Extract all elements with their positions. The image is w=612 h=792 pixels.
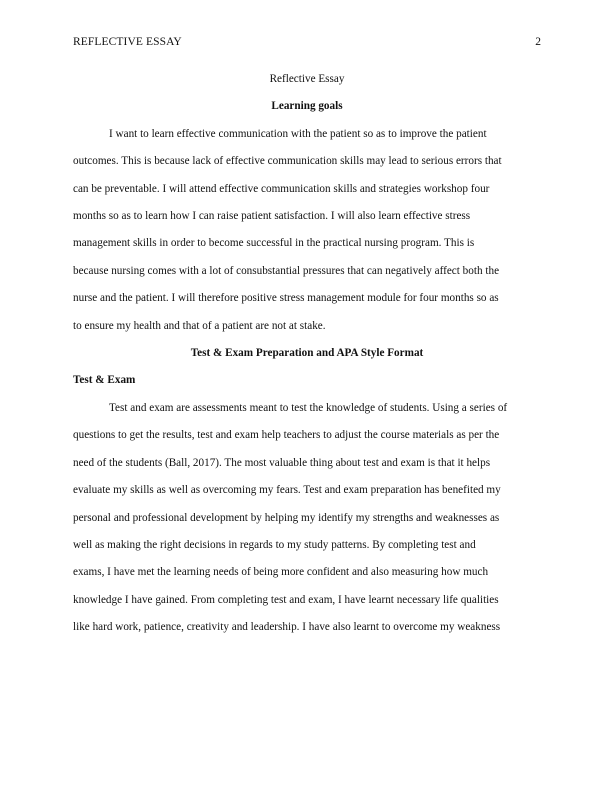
paragraph-line: Test and exam are assessments meant to test the knowledge of students. Using a series of bbox=[109, 401, 508, 414]
paragraph-line: because nursing comes with a lot of consubstantial pressures that can negatively affect both the bbox=[73, 264, 500, 277]
paragraph-line: questions to get the results, test and exam help teachers to adjust the course materials as per the bbox=[73, 429, 500, 442]
paragraph-line: I want to learn effective communication with the patient so as to improve the patient bbox=[109, 127, 487, 140]
paragraph-line: like hard work, patience, creativity and leadership. I have also learnt to overcome my weakness bbox=[73, 621, 501, 634]
paragraph-line: management skills in order to become successful in the practical nursing program. This is bbox=[73, 237, 475, 250]
paragraph-line: personal and professional development by helping my identify my strengths and weaknesses as bbox=[73, 511, 500, 524]
page-number: 2 bbox=[535, 36, 541, 48]
paragraph-line: need of the students (Ball, 2017). The most valuable thing about test and exam is that it helps bbox=[73, 456, 491, 469]
section-heading-learning-goals: Learning goals bbox=[271, 100, 343, 113]
paragraph-line: nurse and the patient. I will therefore positive stress management module for four months so as bbox=[73, 292, 499, 305]
learning-goals-paragraph bbox=[73, 121, 541, 340]
subheading-test-exam: Test & Exam bbox=[73, 374, 136, 387]
paragraph-line: exams, I have met the learning needs of being more confident and also measuring how much bbox=[73, 566, 489, 579]
test-exam-paragraph bbox=[73, 395, 541, 642]
document-body bbox=[73, 66, 541, 642]
section-heading-test-exam-apa: Test & Exam Preparation and APA Style Format bbox=[190, 347, 424, 360]
paragraph-line: well as making the right decisions in regards to my study patterns. By completing test and bbox=[73, 538, 476, 551]
paragraph-line: months so as to learn how I can raise patient satisfaction. I will also learn effective stress bbox=[73, 210, 471, 223]
paragraph-line: can be preventable. I will attend effective communication skills and strategies workshop four bbox=[73, 182, 490, 195]
paragraph-line: knowledge I have gained. From completing test and exam, I have learnt necessary life qualities bbox=[73, 593, 499, 606]
document-title: Reflective Essay bbox=[269, 73, 345, 85]
running-head: REFLECTIVE ESSAY bbox=[73, 36, 182, 48]
paragraph-line: evaluate my skills as well as overcoming my fears. Test and exam preparation has benefited my bbox=[73, 484, 501, 497]
paragraph-line: to ensure my health and that of a patient are not at stake. bbox=[73, 319, 326, 332]
paragraph-line: outcomes. This is because lack of effective communication skills may lead to serious errors that bbox=[73, 155, 502, 168]
